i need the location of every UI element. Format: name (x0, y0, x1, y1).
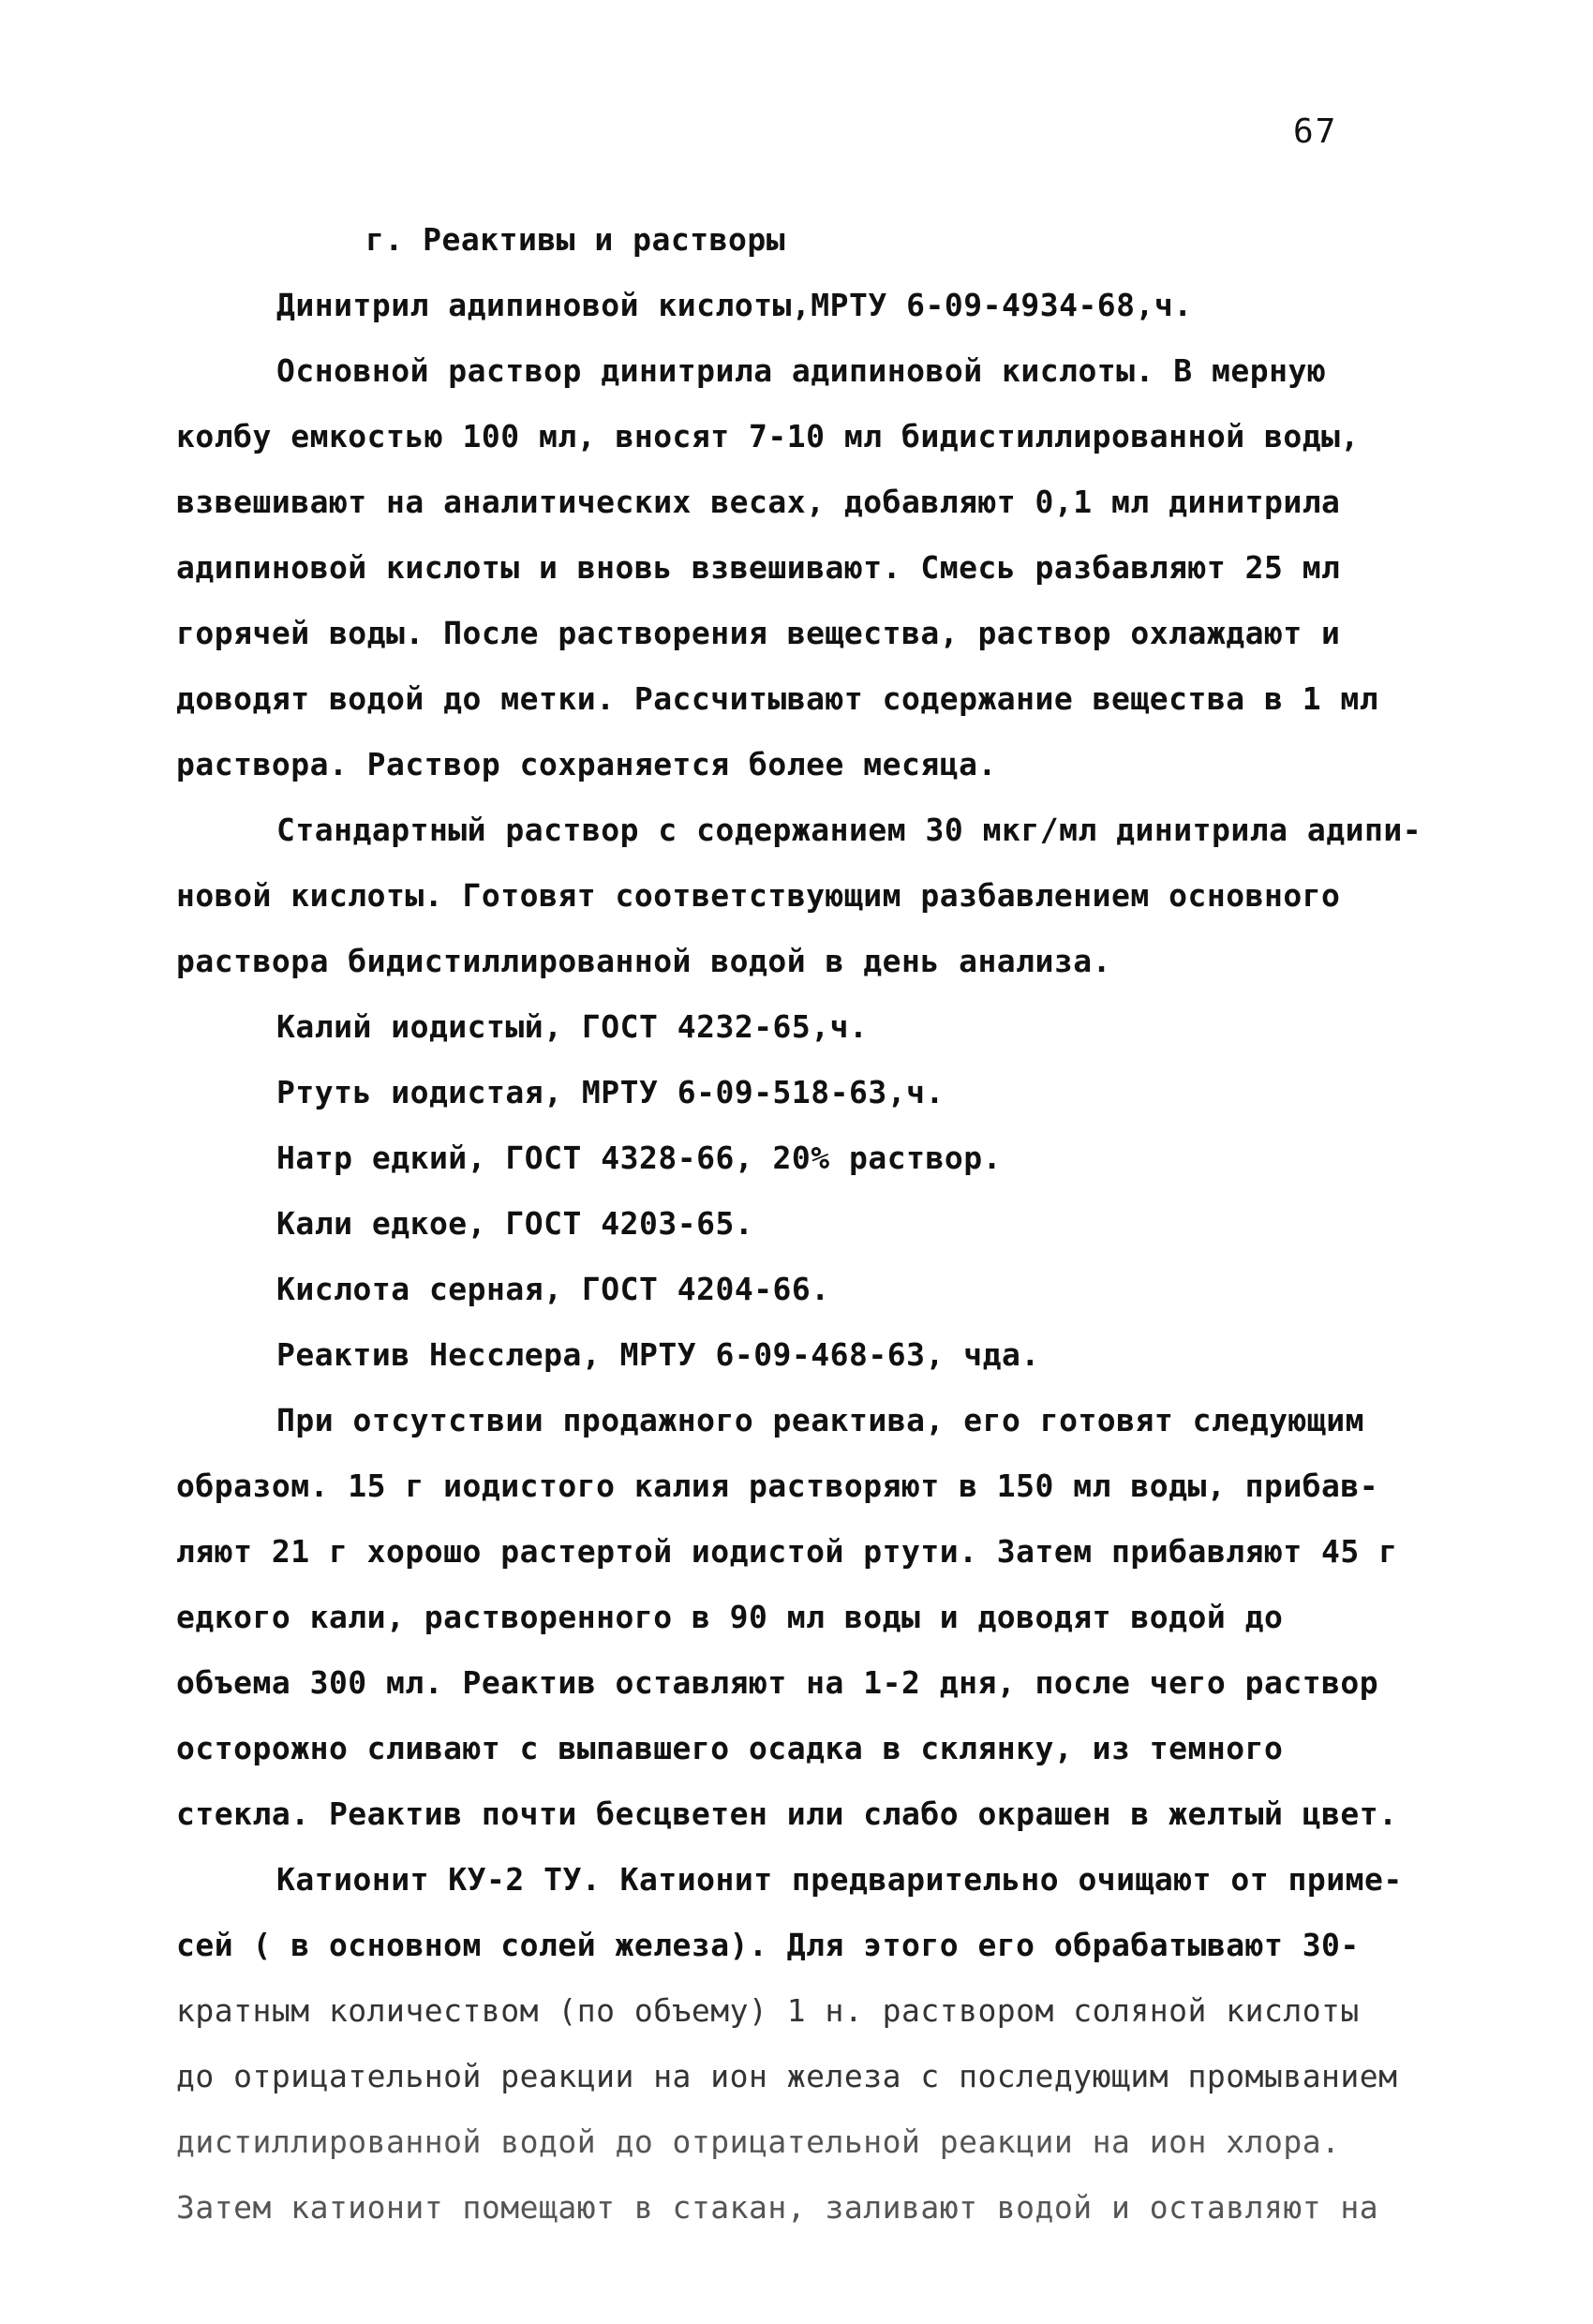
text-line: Калий иодистый, ГОСТ 4232-65,ч. (276, 1008, 869, 1045)
text-line: Основной раствор динитрила адипиновой кислоты. В мерную (276, 352, 1327, 389)
text-line: взвешивают на аналитических весах, добавляют 0,1 мл динитрила (176, 484, 1341, 520)
text-line: кратным количеством (по объему) 1 н. раствором соляной кислоты (176, 1992, 1360, 2029)
text-line: Затем катионит помещают в стакан, заливают водой и оставляют на (176, 2189, 1379, 2226)
text-line: раствора бидистиллированной водой в день анализа. (176, 943, 1112, 979)
text-line: Кали едкое, ГОСТ 4203-65. (276, 1205, 754, 1242)
text-line: ляют 21 г хорошо растертой иодистой ртути. Затем прибавляют 45 г (176, 1533, 1398, 1570)
text-line: объема 300 мл. Реактив оставляют на 1-2 дня, после чего раствор (176, 1664, 1379, 1701)
text-line: При отсутствии продажного реактива, его готовят следующим (276, 1402, 1364, 1438)
text-line: дистиллированной водой до отрицательной реакции на ион хлора. (176, 2123, 1341, 2160)
text-line: раствора. Раствор сохраняется более месяца. (176, 746, 997, 782)
text-line: едкого кали, растворенного в 90 мл воды и доводят водой до (176, 1599, 1284, 1635)
text-line: Динитрил адипиновой кислоты,МРТУ 6-09-4934-68,ч. (276, 287, 1193, 323)
text-line: горячей воды. После растворения вещества, раствор охлаждают и (176, 615, 1341, 651)
text-line: новой кислоты. Готовят соответствующим разбавлением основного (176, 877, 1341, 914)
section-heading: г. Реактивы и растворы (365, 221, 786, 258)
text-line: осторожно сливают с выпавшего осадка в склянку, из темного (176, 1730, 1284, 1766)
text-line: колбу емкостью 100 мл, вносят 7-10 мл бидистиллированной воды, (176, 418, 1360, 454)
text-line: Ртуть иодистая, МРТУ 6-09-518-63,ч. (276, 1074, 945, 1110)
text-line: Стандартный раствор с содержанием 30 мкг/мл динитрила адипи- (276, 812, 1422, 848)
text-line: Реактив Несслера, МРТУ 6-09-468-63, чда. (276, 1336, 1040, 1373)
text-line: доводят водой до метки. Рассчитывают содержание вещества в 1 мл (176, 680, 1379, 717)
text-line: адипиновой кислоты и вновь взвешивают. Смесь разбавляют 25 мл (176, 549, 1341, 586)
text-line: стекла. Реактив почти бесцветен или слабо окрашен в желтый цвет. (176, 1795, 1398, 1832)
text-line: Натр едкий, ГОСТ 4328-66, 20% раствор. (276, 1140, 1002, 1176)
text-line: Кислота серная, ГОСТ 4204-66. (276, 1271, 830, 1307)
text-line: сей ( в основном солей железа). Для этого его обрабатывают 30- (176, 1927, 1360, 1963)
text-line: Катионит КУ-2 ТУ. Катионит предварительно очищают от приме- (276, 1861, 1403, 1898)
page-number: 67 (1293, 112, 1338, 151)
text-line: до отрицательной реакции на ион железа с последующим промыванием (176, 2058, 1398, 2094)
text-line: образом. 15 г иодистого калия растворяют в 150 мл воды, прибав- (176, 1467, 1379, 1504)
